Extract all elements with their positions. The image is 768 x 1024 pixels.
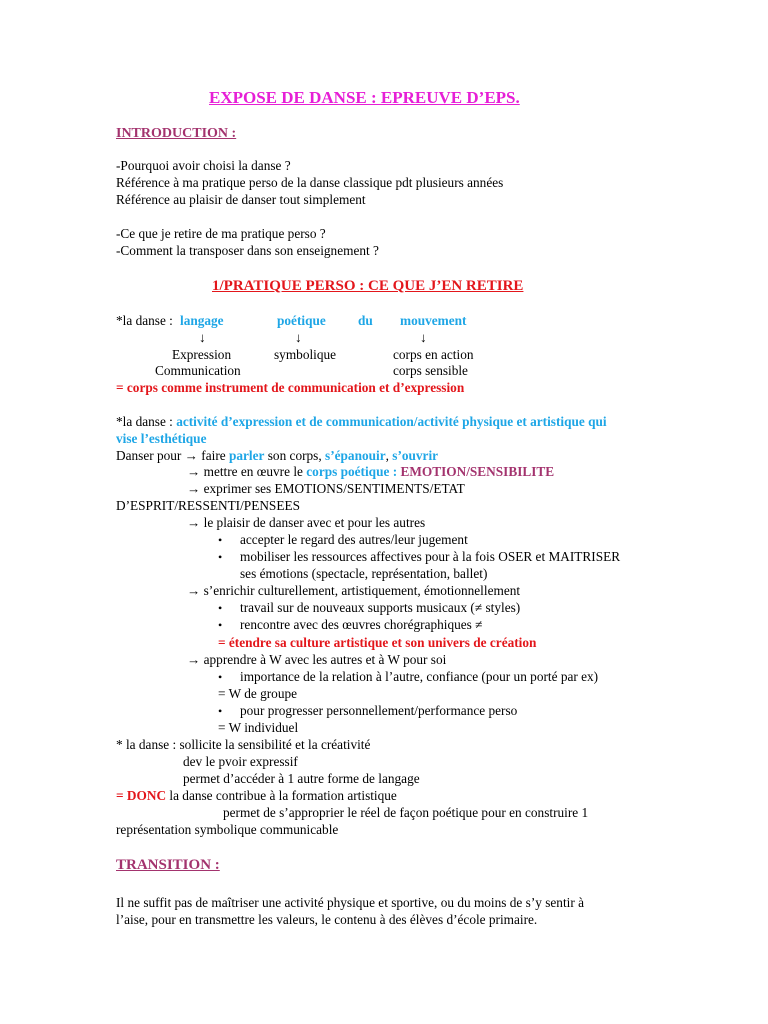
danse3-line1: * la danse : sollicite la sensibilité et la créativité	[116, 737, 371, 752]
parler-word: parler	[228, 448, 265, 463]
colon-text: :	[389, 464, 401, 479]
intro-line: -Ce que je retire de ma pratique perso ?	[116, 226, 326, 241]
corps-poetique-word: corps poétique	[306, 464, 390, 479]
bullet-icon: •	[218, 618, 223, 632]
danse2-prefix: *la danse :	[116, 414, 177, 429]
danser-pour-line	[116, 448, 438, 464]
plaisir-bullet: accepter le regard des autres/leur jugement	[240, 532, 468, 547]
col3-corps-sensible: corps sensible	[393, 363, 468, 378]
danse3-line2: dev le pvoir expressif	[183, 754, 298, 769]
enrichir-bullet: rencontre avec des œuvres chorégraphiques ≠	[240, 617, 483, 632]
ouvrir-word: s’ouvrir	[392, 448, 439, 463]
bullet-icon: •	[218, 533, 223, 547]
transition-line: Il ne suffit pas de maîtriser une activité physique et sportive, ou du moins de s’y sentir à	[116, 895, 584, 910]
word-du: du	[358, 313, 373, 328]
emotion-sensibilite: EMOTION/SENSIBILITE	[400, 464, 555, 479]
donc-word: = DONC	[116, 788, 167, 803]
son-corps-text: son corps,	[264, 448, 326, 463]
col3-corps-action: corps en action	[393, 347, 474, 362]
transition-heading: TRANSITION :	[116, 857, 220, 873]
plaisir-cont: ses émotions (spectacle, représentation, ballet)	[240, 566, 488, 581]
section1-heading: 1/PRATIQUE PERSO : CE QUE J’EN RETIRE	[212, 278, 524, 294]
epanouir-word: s’épanouir	[325, 448, 386, 463]
donc-line	[116, 788, 397, 804]
corps-poetique-line	[187, 464, 554, 480]
apprendre-bullet: pour progresser personnellement/performance perso	[240, 703, 518, 718]
arrow-down-icon: ↓	[199, 330, 206, 345]
danse2-line1	[116, 414, 607, 430]
enrichir-bullet: travail sur de nouveaux supports musicaux (≠ styles)	[240, 600, 521, 615]
apprendre-line: → apprendre à W avec les autres et à W pour soi	[187, 652, 447, 667]
danse2-highlight: activité d’expression et de communication/activité physique et artistique qui	[176, 414, 607, 429]
intro-line: -Pourquoi avoir choisi la danse ?	[116, 158, 291, 173]
bullet-icon: •	[218, 704, 223, 718]
bullet-icon: •	[218, 550, 223, 564]
danse2-line2: vise l’esthétique	[116, 431, 207, 446]
apprendre-bullet: importance de la relation à l’autre, confiance (pour un porté par ex)	[240, 669, 599, 684]
word-langage: langage	[180, 313, 224, 328]
apprendre-equals: = W individuel	[218, 720, 299, 735]
word-poetique: poétique	[277, 313, 326, 328]
word-mouvement: mouvement	[400, 313, 467, 328]
danse3-line5: permet de s’approprier le réel de façon poétique pour en construire 1	[223, 805, 589, 820]
intro-heading: INTRODUCTION :	[116, 126, 237, 141]
danse3-line6: représentation symbolique communicable	[116, 822, 339, 837]
plaisir-line: → le plaisir de danser avec et pour les autres	[187, 515, 426, 530]
comma-text: ,	[385, 448, 393, 463]
danse3-line3: permet d’accéder à 1 autre forme de langage	[183, 771, 420, 786]
intro-line: Référence à ma pratique perso de la danse classique pdt plusieurs années	[116, 175, 504, 190]
col1-expression: Expression	[172, 347, 232, 362]
exprimer-line1: → exprimer ses EMOTIONS/SENTIMENTS/ETAT	[187, 481, 465, 496]
document-title: EXPOSE DE DANSE : EPREUVE D’EPS.	[209, 88, 520, 107]
transition-line: l’aise, pour en transmettre les valeurs, le contenu à des élèves d’école primaire.	[116, 912, 538, 927]
bullet-icon: •	[218, 670, 223, 684]
bullet-icon: •	[218, 601, 223, 615]
exprimer-line2: D’ESPRIT/RESSENTI/PENSEES	[116, 498, 300, 513]
arrow-down-icon: ↓	[420, 330, 427, 345]
col2-symbolique: symbolique	[274, 347, 337, 362]
plaisir-bullet: mobiliser les ressources affectives pour à la fois OSER et MAITRISER	[240, 549, 621, 564]
donc-text: la danse contribue à la formation artistique	[166, 788, 397, 803]
apprendre-equals: = W de groupe	[218, 686, 298, 701]
enrichir-conclusion: = étendre sa culture artistique et son univers de création	[218, 635, 537, 650]
col1-communication: Communication	[155, 363, 241, 378]
danse1-conclusion: = corps comme instrument de communication et d’expression	[116, 380, 465, 395]
intro-line: Référence au plaisir de danser tout simplement	[116, 192, 366, 207]
enrichir-line: → s’enrichir culturellement, artistiquement, émotionnellement	[187, 583, 521, 598]
arrow-down-icon: ↓	[295, 330, 302, 345]
intro-line: -Comment la transposer dans son enseignement ?	[116, 243, 379, 258]
danse1-prefix: *la danse :	[116, 313, 173, 328]
danser-pour-text: Danser pour → faire	[116, 448, 229, 463]
mettre-oeuvre-text: → mettre en œuvre le	[187, 464, 307, 479]
